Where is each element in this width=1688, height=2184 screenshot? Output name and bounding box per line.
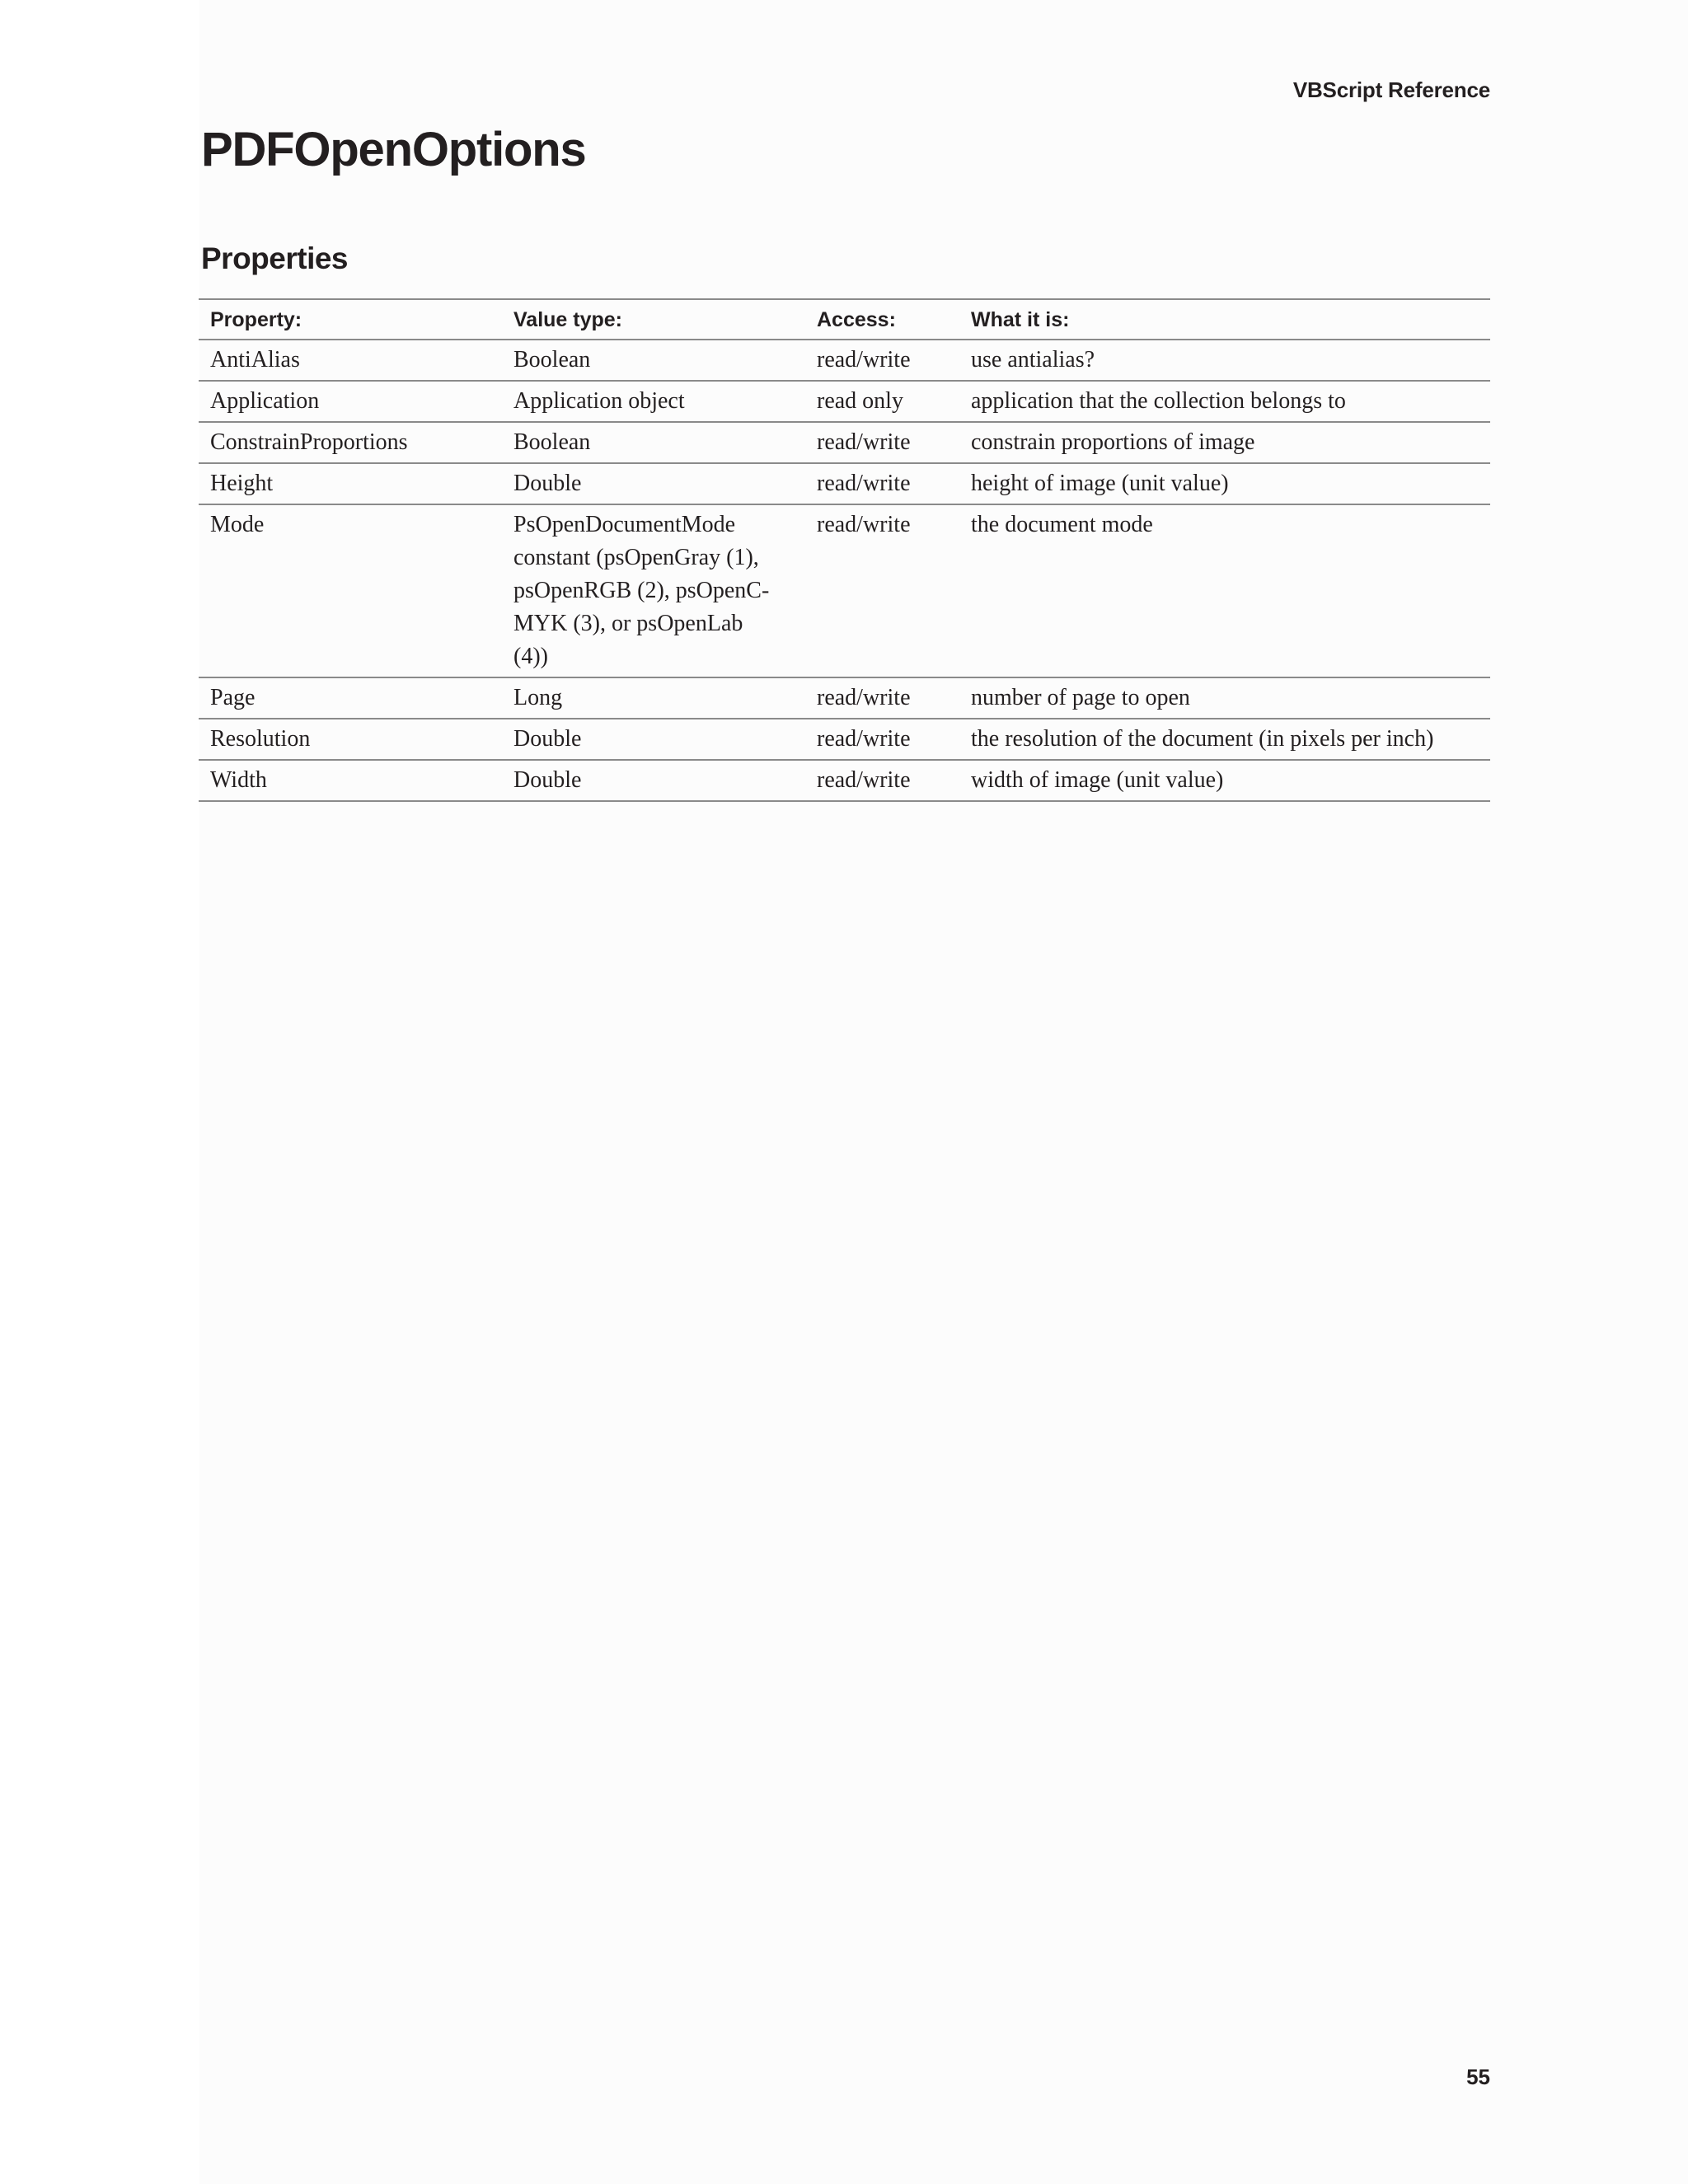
cell-value-type: Double [502,719,805,760]
cell-value-type: Double [502,760,805,801]
cell-property: Resolution [199,719,502,760]
cell-property: ConstrainProportions [199,422,502,463]
table-row [199,677,1490,719]
cell-value-type: Boolean [502,340,805,381]
cell-description: use antialias? [959,340,1490,381]
header-value-type: Value type: [502,299,805,340]
cell-access: read/write [805,760,959,801]
running-head: VBScript Reference [1292,77,1490,102]
cell-access: read/write [805,463,959,504]
cell-description: the document mode [959,504,1490,677]
cell-description: width of image (unit value) [959,760,1490,801]
table-row [199,463,1490,504]
header-property: Property: [199,299,502,340]
cell-property: AntiAlias [199,340,502,381]
cell-access: read only [805,381,959,422]
table-row [199,504,1490,677]
cell-description: application that the collection belongs to [959,381,1490,422]
header-what-it-is: What it is: [959,299,1490,340]
cell-property: Width [199,760,502,801]
cell-description: the resolution of the document (in pixels per inch) [959,719,1490,760]
cell-property: Mode [199,504,502,677]
cell-access: read/write [805,340,959,381]
cell-value-type: PsOpenDocumentMode constant (psOpenGray (1), psOpenRGB (2), psOpenC-MYK (3), or psOpenLab (4)) [502,504,805,677]
table-row [199,340,1490,381]
properties-table [199,298,1490,802]
cell-value-type: Boolean [502,422,805,463]
cell-description: number of page to open [959,677,1490,719]
cell-property: Page [199,677,502,719]
cell-access: read/write [805,677,959,719]
table-row [199,422,1490,463]
table-row [199,381,1490,422]
table-row [199,719,1490,760]
page-title: PDFOpenOptions [201,123,586,176]
cell-value-type: Double [502,463,805,504]
cell-description: height of image (unit value) [959,463,1490,504]
section-title: Properties [201,241,349,275]
table-header-row [199,299,1490,340]
cell-value-type: Application object [502,381,805,422]
table-row [199,760,1490,801]
cell-access: read/write [805,504,959,677]
page-number: 55 [1466,2064,1490,2089]
cell-description: constrain proportions of image [959,422,1490,463]
cell-value-type: Long [502,677,805,719]
cell-property: Height [199,463,502,504]
cell-access: read/write [805,422,959,463]
header-access: Access: [805,299,959,340]
cell-access: read/write [805,719,959,760]
cell-property: Application [199,381,502,422]
